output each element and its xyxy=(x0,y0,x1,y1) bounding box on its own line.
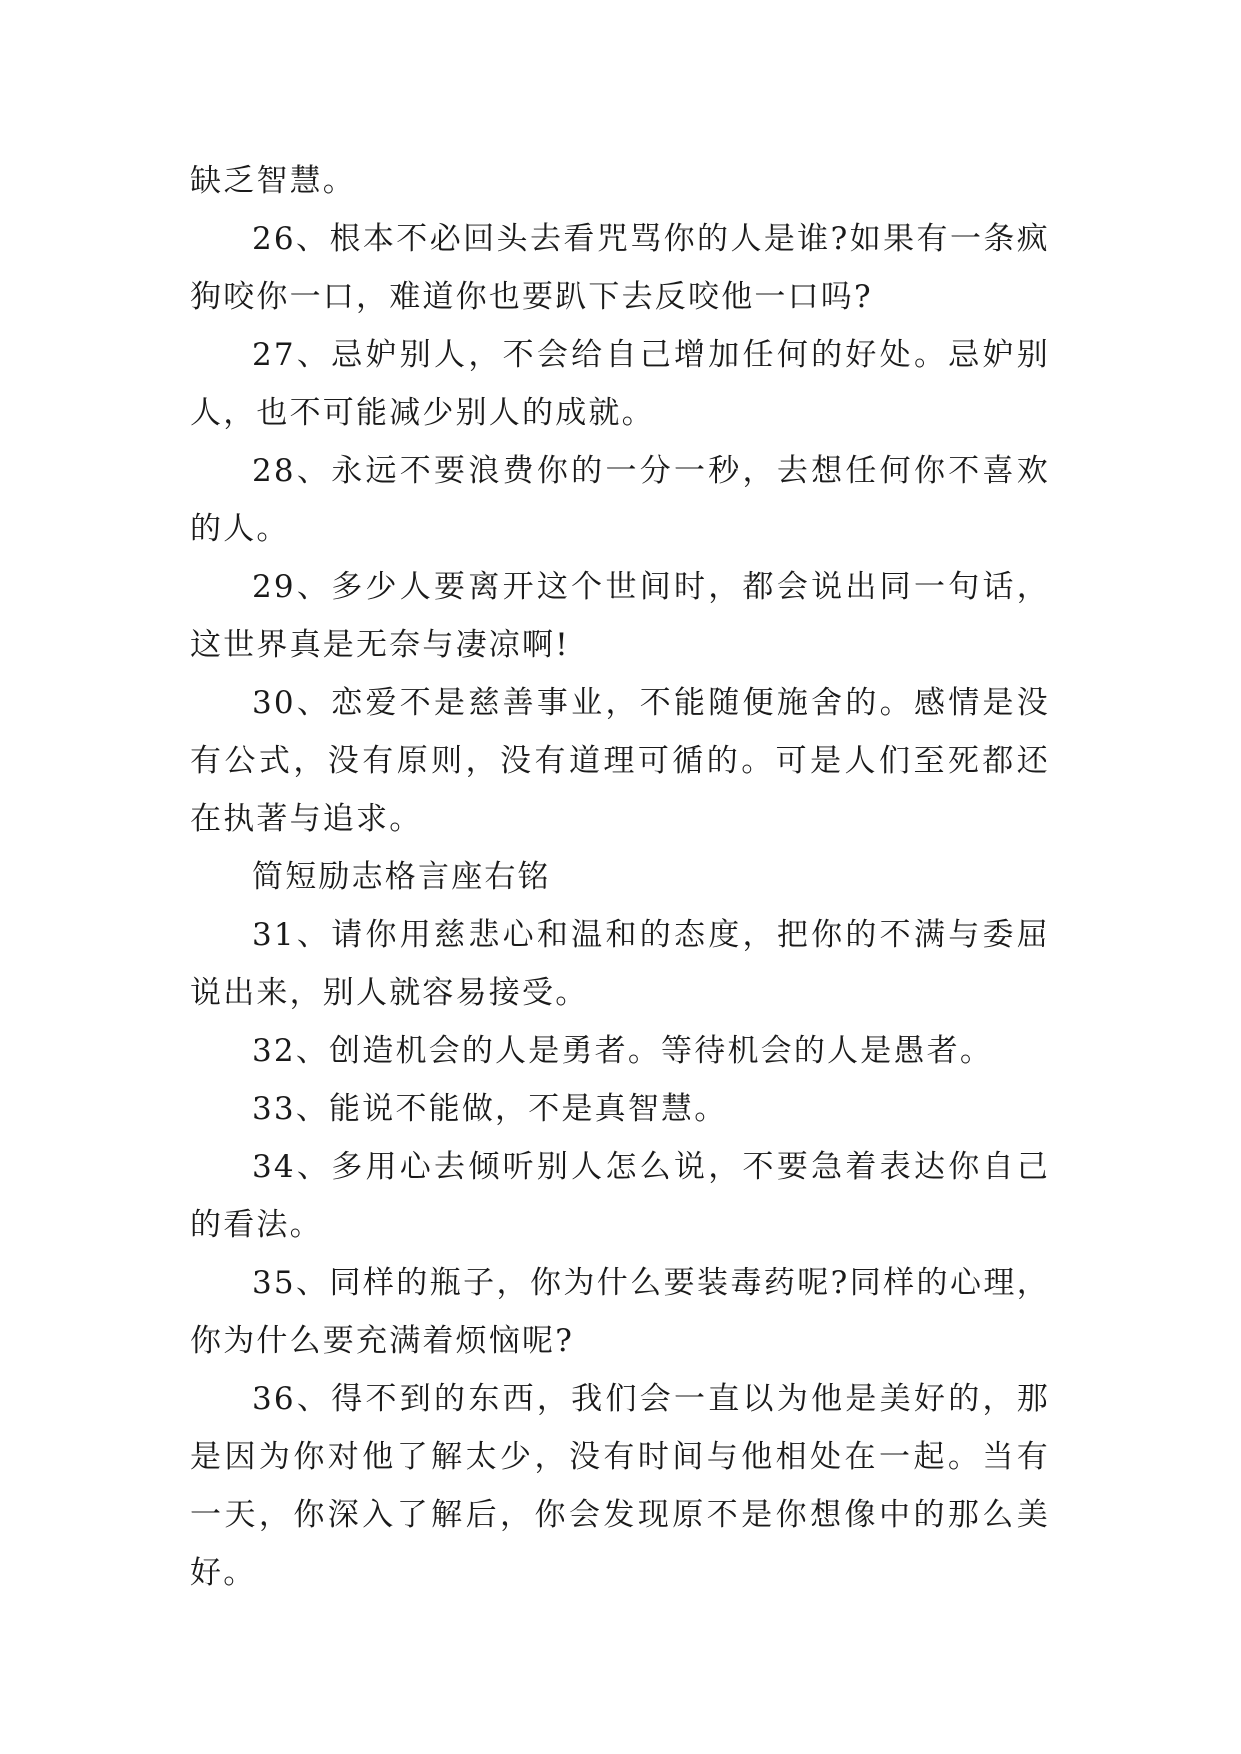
document-page xyxy=(190,152,1050,1602)
quote-34: 34、多用心去倾听别人怎么说，不要急着表达你自己的看法。 xyxy=(190,1149,1050,1243)
quote-26: 26、根本不必回头去看咒骂你的人是谁?如果有一条疯狗咬你一口，难道你也要趴下去反咬他一口吗? xyxy=(190,221,1050,315)
quote-35: 35、同样的瓶子，你为什么要装毒药呢?同样的心理，你为什么要充满着烦恼呢? xyxy=(190,1265,1050,1359)
quote-29: 29、多少人要离开这个世间时，都会说出同一句话，这世界真是无奈与凄凉啊! xyxy=(190,569,1050,663)
quote-31: 31、请你用慈悲心和温和的态度，把你的不满与委屈说出来，别人就容易接受。 xyxy=(190,917,1050,1011)
paragraph-continuation: 缺乏智慧。 xyxy=(190,163,356,199)
section-heading: 简短励志格言座右铭 xyxy=(252,859,551,895)
quote-28: 28、永远不要浪费你的一分一秒，去想任何你不喜欢的人。 xyxy=(190,453,1050,547)
quote-30: 30、恋爱不是慈善事业，不能随便施舍的。感情是没有公式，没有原则，没有道理可循的。可是人们至死都还在执著与追求。 xyxy=(190,685,1050,837)
quote-36: 36、得不到的东西，我们会一直以为他是美好的，那是因为你对他了解太少，没有时间与他相处在一起。当有一天，你深入了解后，你会发现原不是你想像中的那么美好。 xyxy=(190,1381,1050,1591)
quote-33: 33、能说不能做，不是真智慧。 xyxy=(252,1091,728,1127)
quote-32: 32、创造机会的人是勇者。等待机会的人是愚者。 xyxy=(252,1033,994,1069)
quote-27: 27、忌妒别人，不会给自己增加任何的好处。忌妒别人，也不可能减少别人的成就。 xyxy=(190,337,1050,431)
